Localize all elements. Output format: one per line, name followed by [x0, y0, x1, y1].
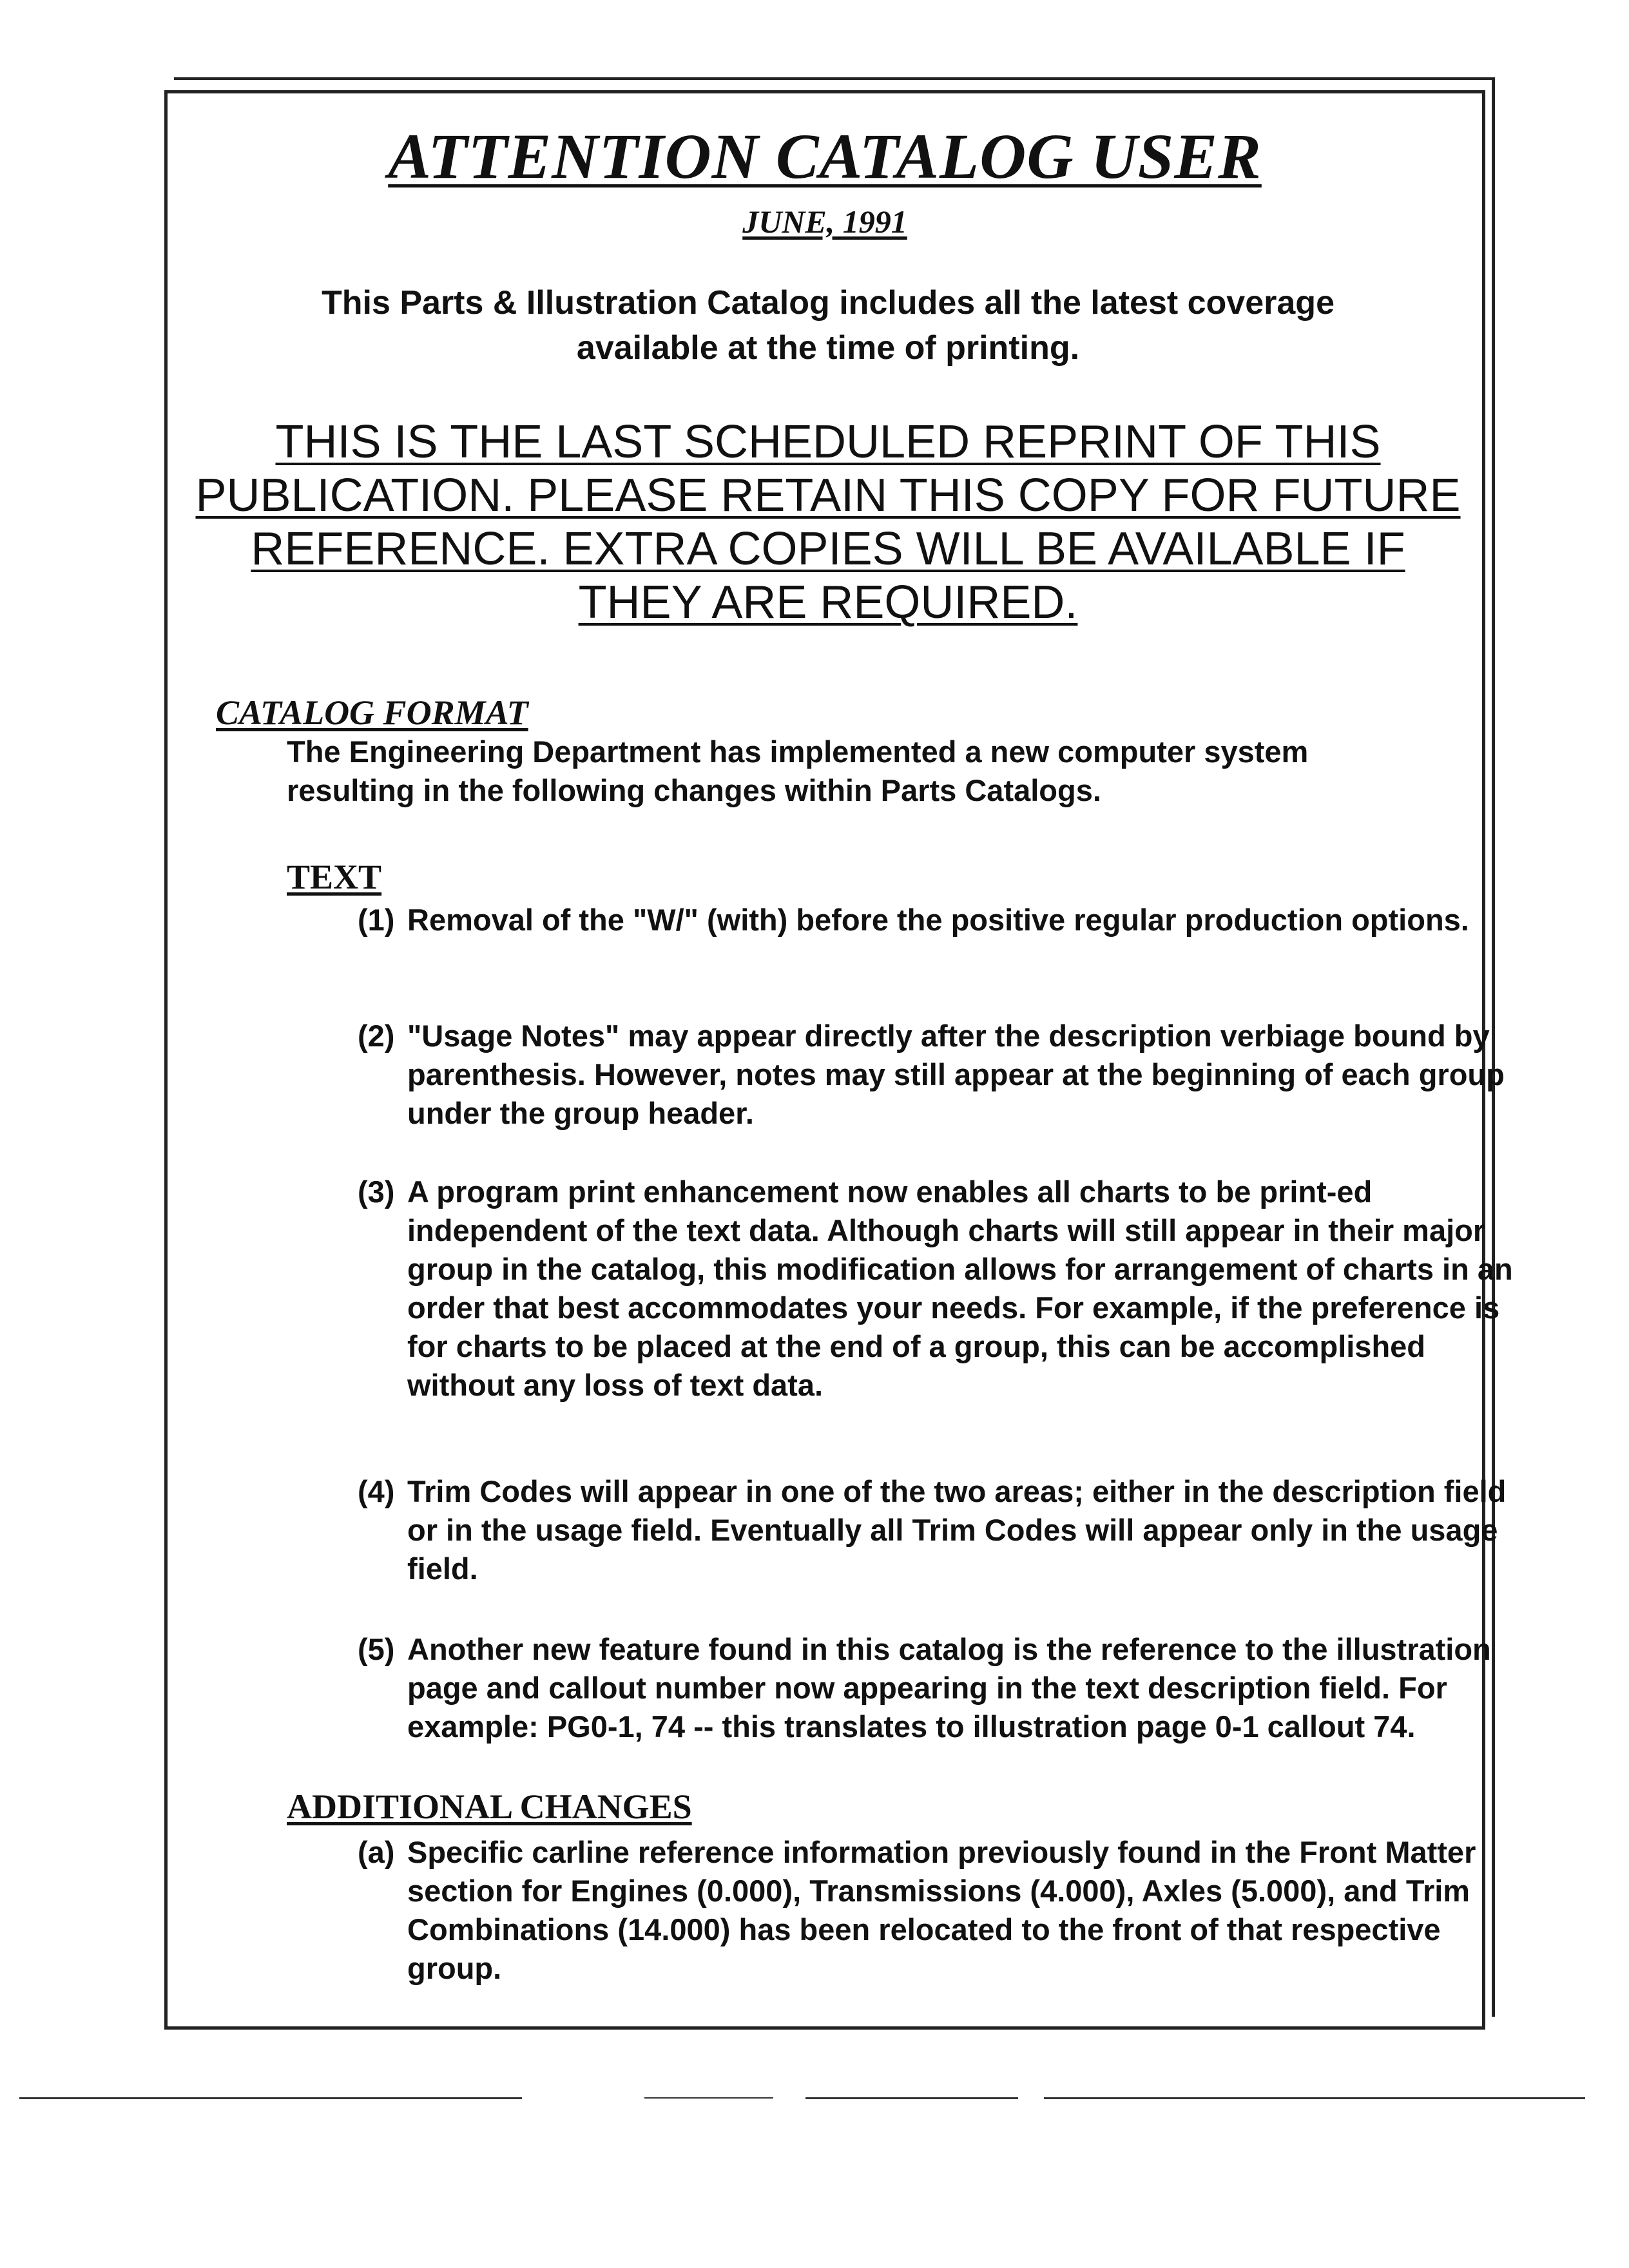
notice-box: [164, 90, 1513, 2030]
item-text: Another new feature found in this catalog is the reference to the illustration page and callout number now appearing in the text description field. For example: PG0-1, 74 -- this translates to illustration page 0-1 callout 74.: [407, 1632, 1491, 1744]
text-item-3: [358, 1173, 1516, 1405]
additional-item-a: [358, 1833, 1516, 1988]
item-text: Specific carline reference information previously found in the Front Matter section for Engines (0.000), Transmissions (4.000), Axles (5.000), and Trim Combinations (14.000) has been relocated to the front of that respective group.: [407, 1835, 1476, 1985]
item-number: (a): [358, 1835, 395, 1869]
text-item-1: [358, 901, 1516, 939]
text-item-4: [358, 1472, 1516, 1588]
bottom-rule-mid2: [805, 2097, 1018, 2099]
notice-date: JUNE, 1991: [742, 204, 907, 240]
item-text: Removal of the "W/" (with) before the positive regular production options.: [407, 903, 1469, 937]
catalog-format-body: The Engineering Department has implemented a new computer system resulting in the following changes within Parts Catalogs.: [287, 735, 1309, 807]
item-number: (5): [358, 1632, 395, 1666]
reprint-warning: THIS IS THE LAST SCHEDULED REPRINT OF THIS PUBLICATION. PLEASE RETAIN THIS COPY FOR FUTURE REFERENCE. EXTRA COPIES WILL BE AVAILABLE IF THEY ARE REQUIRED.: [195, 416, 1461, 628]
bottom-rule-mid: [644, 2097, 773, 2099]
intro-paragraph: This Parts & Illustration Catalog includes all the latest coverage available at the time of printing.: [322, 284, 1335, 367]
item-number: (4): [358, 1474, 395, 1508]
text-heading: TEXT: [287, 858, 382, 896]
item-text: A program print enhancement now enables all charts to be print-ed independent of the text data. Although charts will still appear in their major group in the catalog, this modification allows for arrangement of charts in an order that best accommodates your needs. For example, if the preference is for charts to be placed at the end of a group, this can be accomplished without any loss of text data.: [407, 1175, 1513, 1402]
text-item-2: [358, 1017, 1516, 1133]
item-text: Trim Codes will appear in one of the two areas; either in the description field or in the usage field. Eventually all Trim Codes will appear only in the usage field.: [407, 1474, 1507, 1586]
notice-title: ATTENTION CATALOG USER: [388, 120, 1262, 192]
catalog-format-heading: CATALOG FORMAT: [216, 693, 528, 732]
item-number: (1): [358, 903, 395, 937]
item-text: "Usage Notes" may appear directly after the description verbiage bound by parenthesis. However, notes may still appear at the beginning of each group under the group header.: [407, 1019, 1505, 1130]
item-number: (3): [358, 1175, 395, 1209]
additional-changes-heading: ADDITIONAL CHANGES: [287, 1787, 692, 1826]
text-item-5: [358, 1630, 1516, 1746]
bottom-rule-left: [19, 2097, 522, 2099]
item-number: (2): [358, 1019, 395, 1053]
bottom-rule-right: [1044, 2097, 1585, 2099]
